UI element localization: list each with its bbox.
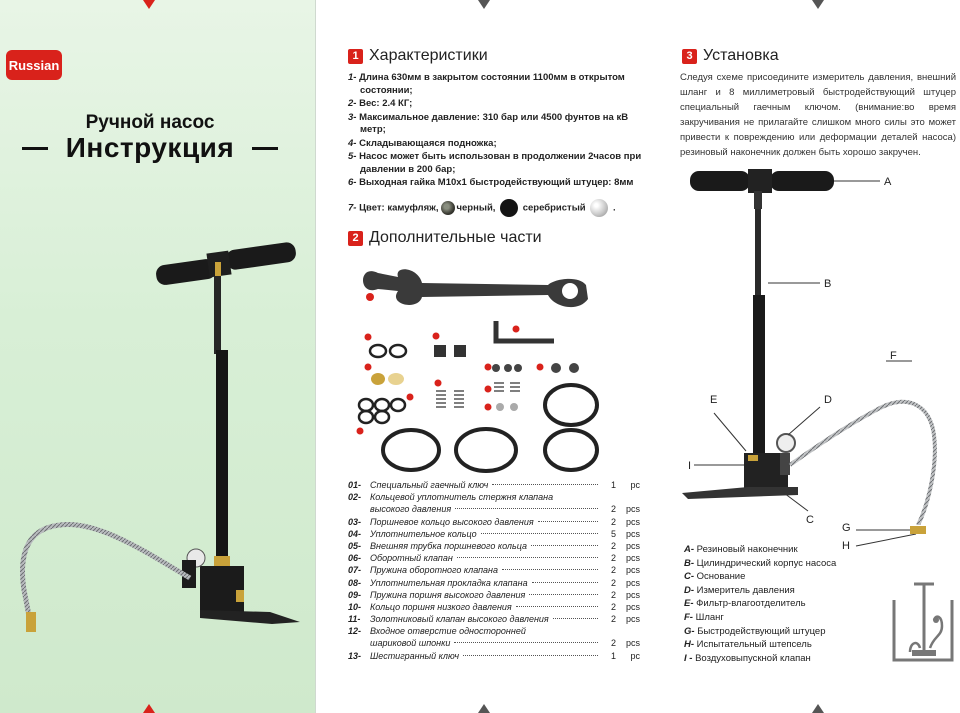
part-row: 09- Пружина поршня высокого давления 2 pcs — [348, 589, 640, 600]
springs-icon — [436, 383, 520, 407]
camo-swatch-icon — [441, 201, 455, 215]
language-badge: Russian — [6, 50, 62, 80]
part-row-cont: шариковой шпонки 2 pcs — [370, 638, 640, 649]
hex-key-icon — [496, 321, 554, 341]
legend-item: H- Испытательный штепсель — [684, 639, 812, 651]
parts-list — [348, 480, 640, 663]
spec-item: 1- Длина 630мм в закрытом состоянии 1100мм в открытом состоянии; — [348, 72, 625, 96]
legend-item: D- Измеритель давления — [684, 584, 795, 596]
parts-diagram — [318, 255, 640, 475]
part-row: 05- Внешняя трубка поршневого кольца 2 pcs — [348, 540, 640, 551]
wrench-icon — [363, 269, 588, 307]
pump-photo — [0, 0, 316, 713]
cover-panel — [0, 0, 316, 713]
piston-rings-icon — [383, 385, 597, 471]
fold-mark — [812, 0, 824, 9]
part-row: 02- Кольцевой уплотнитель стержня клапана — [348, 492, 554, 503]
fold-mark — [478, 704, 490, 713]
valve-icon — [434, 345, 446, 357]
specs-heading-text: Характеристики — [369, 47, 488, 64]
legend-item: C- Основание — [684, 571, 746, 583]
spec-item: 3- Максимальное давление: 310 бар или 4500 фунтов на кВ метр; — [348, 111, 629, 135]
cover-subtitle: Ручной насос — [85, 112, 215, 133]
spec-item: 5- Насос может быть использован в продолжении 2часов при давлении в 200 бар; — [348, 151, 642, 175]
fold-mark — [478, 0, 490, 9]
legend-item: E- Фильтр-влагоотделитель — [684, 598, 806, 610]
callout-d: D — [824, 394, 832, 406]
specs-list — [348, 72, 648, 218]
callout-c: C — [806, 514, 814, 525]
part-row: 01- Специальный гаечный ключ 1 pc — [348, 480, 640, 490]
part-row: 06- Оборотный клапан 2 pcs — [348, 553, 640, 564]
pump-diagram — [648, 165, 960, 525]
callout-h: H — [842, 540, 850, 552]
spec-item: 6- Выходная гайка М10х1 быстродействующий штуцер: 8мм — [348, 177, 634, 188]
callout-a: A — [884, 176, 892, 188]
cover-title: Инструкция — [65, 132, 235, 163]
legend-item: I - Воздуховыпускной клапан — [684, 652, 811, 664]
part-row: 11- Золотниковый клапан высокого давления 2 pcs — [348, 614, 640, 625]
callout-f: F — [890, 350, 897, 362]
part-row: 04- Уплотнительное кольцо 5 pcs — [348, 528, 640, 539]
part-row: 13- Шестигранный ключ 1 pc — [348, 650, 640, 661]
install-heading — [682, 47, 779, 65]
specs-heading — [348, 47, 488, 65]
part-row-cont: высокого давления 2 pcs — [370, 504, 640, 515]
spec-item: 4- Складывающаяся подножка; — [348, 137, 497, 149]
part-row: 12- Входное отверстие односторонней — [348, 626, 526, 637]
parts-heading-text: Дополнительные части — [369, 229, 542, 246]
fold-mark — [143, 704, 155, 713]
callout-g: G — [842, 522, 851, 534]
section-number: 2 — [348, 231, 363, 246]
silver-swatch-icon — [590, 199, 608, 217]
spec-item: 2- Вес: 2.4 КГ; — [348, 98, 413, 109]
fold-mark — [812, 704, 824, 713]
fold-mark — [143, 0, 155, 9]
parts-heading — [348, 229, 542, 247]
legend-item: B- Цилиндрический корпус насоса — [684, 557, 837, 569]
right-panel — [648, 0, 960, 713]
part-row: 10- Кольцо поршня низкого давления 2 pcs — [348, 601, 640, 612]
callout-i: I — [688, 460, 692, 472]
section-number: 1 — [348, 49, 363, 64]
part-row: 03- Поршневое кольцо высокого давления 2 pcs — [348, 516, 640, 527]
section-number: 3 — [682, 49, 697, 64]
legend-item: A- Резиновый наконечник — [684, 544, 798, 555]
callout-b: B — [824, 278, 832, 290]
install-instructions: Следуя схеме присоедините измеритель давления, внешний шланг и 8 миллиметровый быстродействующий штуцер специальный гаечным ключом. (внимание:во время закручивания не прилагайте слишком много силы это может привести к повреждению или деформации деталей насоса) резиновый наконечник должен быть хорошо закручен. — [680, 72, 956, 158]
part-row: 07- Пружина оборотного клапана 2 pcs — [348, 565, 640, 576]
middle-panel — [318, 0, 640, 713]
pump-logo-icon — [890, 578, 956, 666]
spec-item-color: 7- Цвет: камуфляж, черный, серебристый . — [348, 199, 648, 217]
black-swatch-icon — [500, 199, 518, 217]
part-row: 08- Уплотнительная прокладка клапана 2 pcs — [348, 577, 640, 588]
install-heading-text: Установка — [703, 47, 779, 64]
callout-e: E — [710, 394, 718, 406]
legend-item: G- Быстродействующий штуцер — [684, 625, 826, 637]
legend-item: F- Шланг — [684, 611, 724, 623]
